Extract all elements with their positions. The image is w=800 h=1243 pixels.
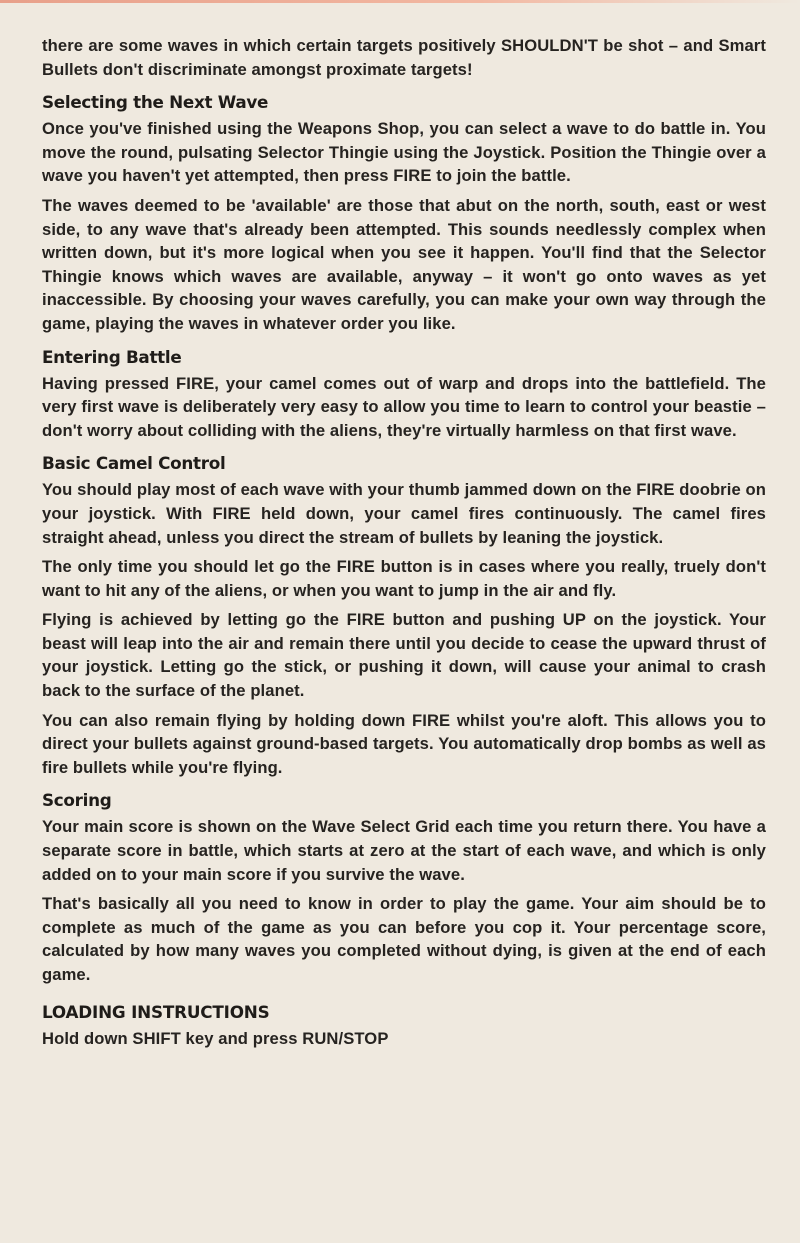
section-entering-battle xyxy=(42,346,766,443)
section-heading: Selecting the Next Wave xyxy=(42,92,269,113)
section-loading-instructions xyxy=(42,1001,766,1051)
page-top-edge xyxy=(0,0,800,3)
section-heading: Scoring xyxy=(42,790,112,811)
section-scoring xyxy=(42,789,766,986)
paragraph: You can also remain flying by holding down FIRE whilst you're aloft. This allows you to direct your bullets against ground-based targets. You automatically drop bombs as well as fire bullets while you're flying. xyxy=(42,710,766,777)
manual-page xyxy=(42,34,766,1056)
paragraph: You should play most of each wave with your thumb jammed down on the FIRE doobrie on your joystick. With FIRE held down, your camel fires continuously. The camel fires straight ahead, unless you direct the stream of bullets by leaning the joystick. xyxy=(42,480,766,547)
section-selecting-next-wave xyxy=(42,91,766,335)
paragraph: Having pressed FIRE, your camel comes out of warp and drops into the battlefield. The very first wave is deliberately very easy to allow you time to learn to control your beastie – don't worry about colliding with the aliens, they're virtually harmless on that first wave. xyxy=(42,373,766,440)
loading-text: Hold down SHIFT key and press RUN/STOP xyxy=(42,1028,389,1048)
intro-paragraph: there are some waves in which certain targets positively SHOULDN'T be shot – and Smart Bullets don't discriminate amongst proximate targets! xyxy=(42,36,766,79)
section-heading: Entering Battle xyxy=(42,346,182,367)
paragraph: The waves deemed to be 'available' are those that abut on the north, south, east or west side, to any wave that's already been attempted. This sounds needlessly complex when written down, but it's more logical when you see it happen. You'll find that the Selector Thingie knows which waves are available, anyway – it won't go onto waves as yet inaccessible. By choosing your waves carefully, you can make your own way through the game, playing the waves in whatever order you like. xyxy=(42,195,766,333)
paragraph: Your main score is shown on the Wave Select Grid each time you return there. You have a separate score in battle, which starts at zero at the start of each wave, and which is only added on to your main score if you survive the wave. xyxy=(42,817,766,884)
paragraph: Once you've finished using the Weapons Shop, you can select a wave to do battle in. You move the round, pulsating Selector Thingie using the Joystick. Position the Thingie over a wave you haven't yet attempted, then press FIRE to join the battle. xyxy=(42,119,766,186)
paragraph: The only time you should let go the FIRE button is in cases where you really, truely don't want to hit any of the aliens, or when you want to jump in the air and fly. xyxy=(42,557,766,600)
paragraph: Flying is achieved by letting go the FIRE button and pushing UP on the joystick. Your beast will leap into the air and remain there until you decide to cease the upward thrust of your joystick. Letting go the stick, or pushing it down, will cause your animal to crash back to the surface of the planet. xyxy=(42,610,766,701)
section-basic-camel-control xyxy=(42,452,766,779)
loading-heading: LOADING INSTRUCTIONS xyxy=(42,1001,270,1022)
section-heading: Basic Camel Control xyxy=(42,453,226,474)
paragraph: That's basically all you need to know in order to play the game. Your aim should be to complete as much of the game as you can before you cop it. Your percentage score, calculated by how many waves you completed without dying, is given at the end of each game. xyxy=(42,894,766,984)
